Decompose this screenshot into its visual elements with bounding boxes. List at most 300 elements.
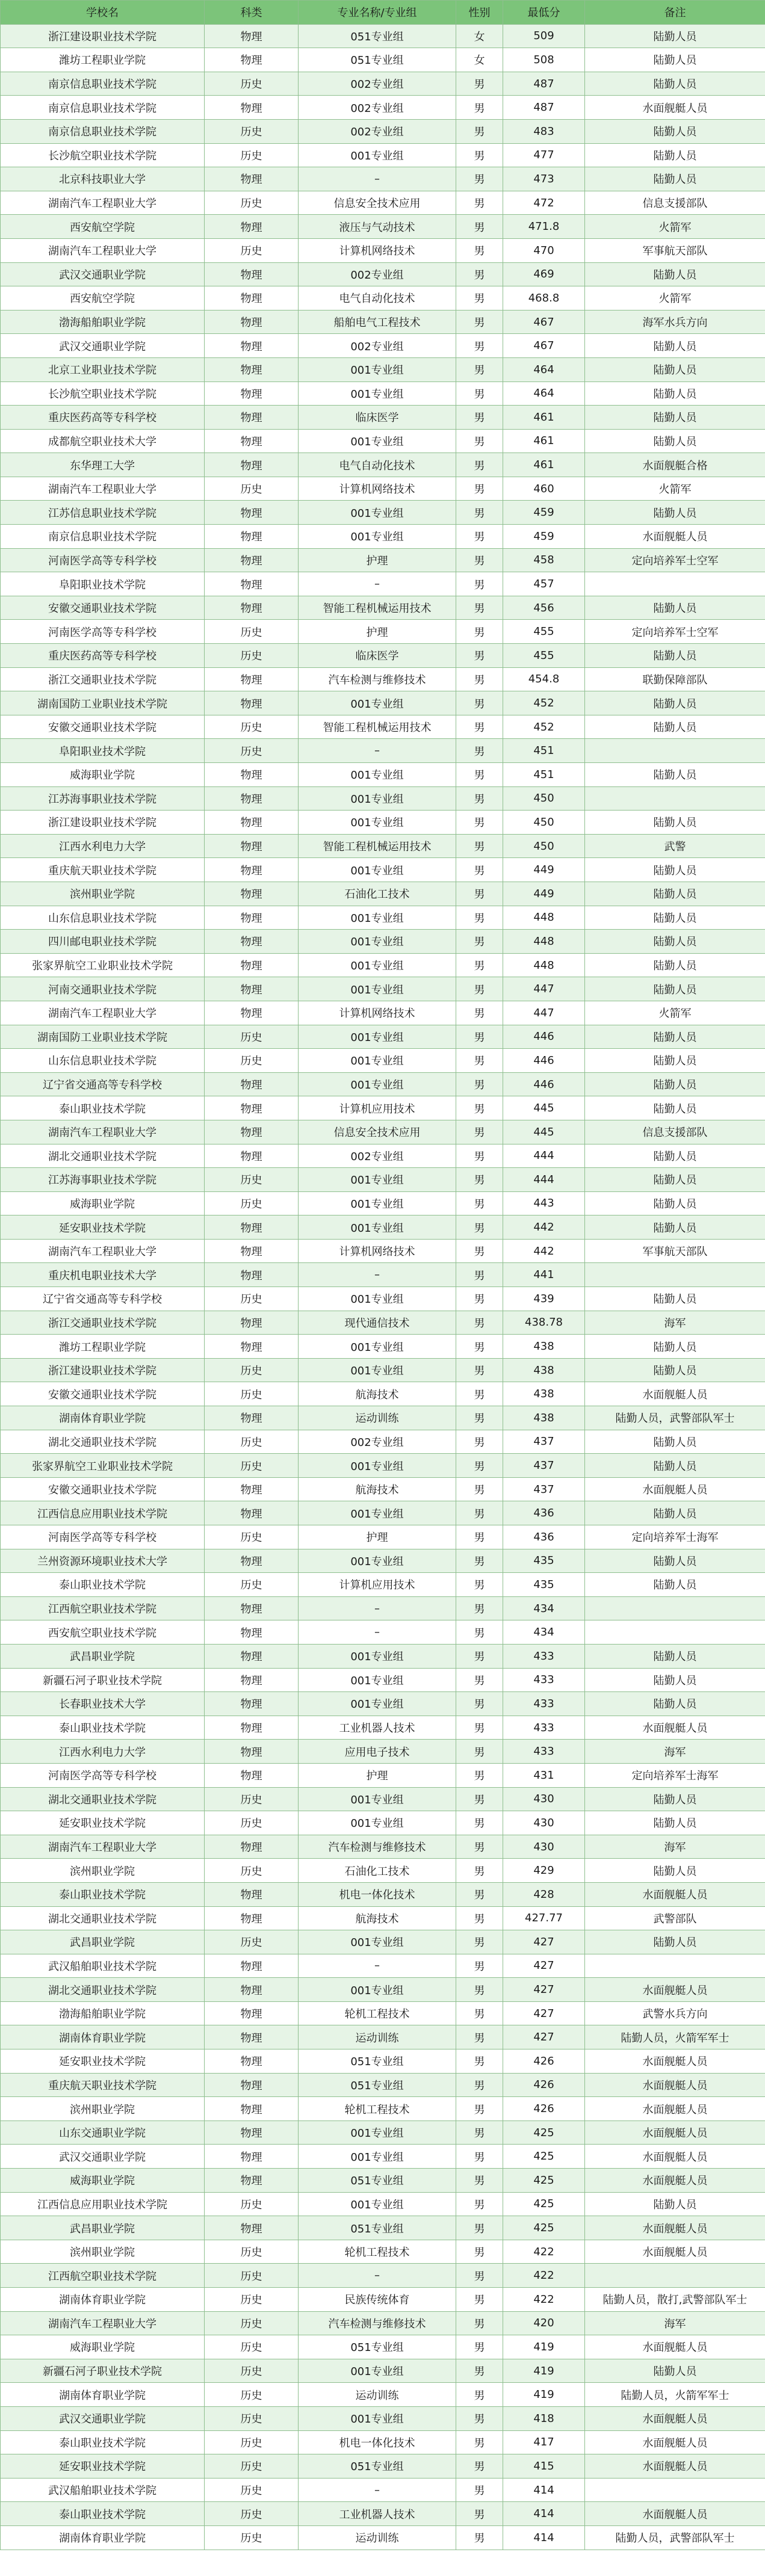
remark-cell: 陆勤人员 [585,1692,765,1716]
gender-cell: 男 [456,2406,503,2430]
gender-cell: 男 [456,811,503,835]
min-score-cell: 427.77 [503,1906,585,1930]
table-row [1,2240,765,2264]
table-row [1,215,765,239]
school-cell: 新疆石河子职业技术学院 [1,1668,205,1692]
school-cell: 潍坊工程职业学院 [1,1335,205,1359]
category-cell: 历史 [205,1930,299,1954]
table-row [1,1859,765,1883]
school-cell: 湖南体育职业学院 [1,2288,205,2312]
min-score-cell: 449 [503,882,585,906]
min-score-cell: 438 [503,1335,585,1359]
gender-cell: 男 [456,620,503,644]
major-cell: 001专业组 [299,1978,456,2002]
min-score-cell: 425 [503,2120,585,2145]
min-score-cell: 434 [503,1620,585,1645]
remark-cell: 陆勤人员 [585,1930,765,1954]
table-row [1,596,765,620]
gender-cell: 男 [456,2288,503,2312]
major-cell: 机电一体化技术 [299,1882,456,1906]
table-row [1,1549,765,1573]
remark-cell: 定向培养军士海军 [585,1763,765,1787]
gender-cell: 男 [456,834,503,858]
major-cell: 石油化工技术 [299,882,456,906]
min-score-cell: 437 [503,1454,585,1478]
remark-cell: 定向培养军士海军 [585,1525,765,1549]
school-cell: 湖南汽车工程职业大学 [1,1001,205,1025]
major-cell: 001专业组 [299,977,456,1001]
category-cell: 物理 [205,1692,299,1716]
table-row [1,2383,765,2407]
school-cell: 南京信息职业技术学院 [1,72,205,96]
school-cell: 长沙航空职业技术学院 [1,381,205,406]
gender-cell: 男 [456,2359,503,2383]
category-cell: 物理 [205,1096,299,1120]
min-score-cell: 433 [503,1668,585,1692]
school-cell: 泰山职业技术学院 [1,2502,205,2526]
remark-cell: 陆勤人员 [585,1072,765,1096]
gender-cell: 男 [456,691,503,715]
gender-cell: 男 [456,1287,503,1311]
gender-cell: 男 [456,96,503,120]
category-cell: 物理 [205,334,299,358]
min-score-cell: 445 [503,1096,585,1120]
school-cell: 湖南汽车工程职业大学 [1,1835,205,1859]
remark-cell: 火箭军 [585,286,765,310]
category-cell: 历史 [205,1430,299,1454]
min-score-cell: 425 [503,2145,585,2169]
min-score-cell: 473 [503,167,585,191]
major-cell: 汽车检测与维修技术 [299,1835,456,1859]
school-cell: 滨州职业学院 [1,2240,205,2264]
school-cell: 滨州职业学院 [1,882,205,906]
min-score-cell: 451 [503,739,585,763]
school-cell: 南京信息职业技术学院 [1,119,205,143]
major-cell: 001专业组 [299,930,456,954]
category-cell: 历史 [205,715,299,739]
table-row [1,667,765,691]
min-score-cell: 438.78 [503,1311,585,1335]
min-score-cell: 470 [503,238,585,262]
min-score-cell: 461 [503,406,585,430]
remark-cell: 陆勤人员 [585,501,765,525]
gender-cell: 男 [456,2311,503,2335]
major-cell: 001专业组 [299,1811,456,1835]
school-cell: 延安职业技术学院 [1,1811,205,1835]
min-score-cell: 437 [503,1430,585,1454]
school-cell: 河南医学高等专科学校 [1,548,205,572]
table-row [1,191,765,215]
category-cell: 历史 [205,2525,299,2550]
remark-cell: 陆勤人员 [585,715,765,739]
school-cell: 安徽交通职业技术学院 [1,596,205,620]
gender-cell: 男 [456,1311,503,1335]
remark-cell: 定向培养军士空军 [585,548,765,572]
remark-cell: 陆勤人员 [585,1430,765,1454]
category-cell: 历史 [205,1454,299,1478]
category-cell: 历史 [205,2288,299,2312]
table-row [1,882,765,906]
school-cell: 武昌职业学院 [1,1644,205,1668]
major-cell: 001专业组 [299,1930,456,1954]
min-score-cell: 450 [503,834,585,858]
table-row [1,1835,765,1859]
school-cell: 山东交通职业学院 [1,2120,205,2145]
remark-cell [585,1954,765,1978]
min-score-cell: 419 [503,2335,585,2359]
table-row [1,406,765,430]
school-cell: 重庆医药高等专科学校 [1,644,205,668]
major-cell: 002专业组 [299,334,456,358]
category-cell: 物理 [205,2097,299,2121]
table-row [1,811,765,835]
min-score-cell: 430 [503,1811,585,1835]
major-cell: 汽车检测与维修技术 [299,2311,456,2335]
major-cell: 智能工程机械运用技术 [299,834,456,858]
major-cell: 航海技术 [299,1477,456,1501]
category-cell: 历史 [205,2311,299,2335]
table-row [1,1978,765,2002]
gender-cell: 男 [456,238,503,262]
major-cell: 001专业组 [299,1335,456,1359]
gender-cell: 男 [456,1954,503,1978]
gender-cell: 男 [456,1525,503,1549]
remark-cell: 陆勤人员 [585,2359,765,2383]
table-row [1,1311,765,1335]
table-row [1,1644,765,1668]
min-score-cell: 452 [503,715,585,739]
min-score-cell: 437 [503,1477,585,1501]
major-cell: 现代通信技术 [299,1311,456,1335]
gender-cell: 男 [456,1001,503,1025]
gender-cell: 男 [456,286,503,310]
remark-cell: 陆勤人员，散打,武警部队军士 [585,2288,765,2312]
category-cell: 物理 [205,1906,299,1930]
remark-cell: 陆勤人员 [585,596,765,620]
school-cell: 山东信息职业技术学院 [1,1049,205,1073]
gender-cell: 男 [456,2145,503,2169]
category-cell: 物理 [205,381,299,406]
table-row [1,2430,765,2454]
school-cell: 河南医学高等专科学校 [1,620,205,644]
category-cell: 历史 [205,238,299,262]
major-cell: 船舶电气工程技术 [299,310,456,334]
gender-cell: 男 [456,262,503,286]
table-row [1,1120,765,1144]
remark-cell: 水面舰艇人员 [585,1978,765,2002]
remark-cell: 军事航天部队 [585,238,765,262]
min-score-cell: 418 [503,2406,585,2430]
min-score-cell: 426 [503,2097,585,2121]
table-row [1,2311,765,2335]
school-cell: 阜阳职业技术学院 [1,739,205,763]
min-score-cell: 419 [503,2383,585,2407]
major-cell: 护理 [299,620,456,644]
min-score-cell: 461 [503,429,585,453]
major-cell: – [299,1620,456,1645]
major-cell: 001专业组 [299,501,456,525]
remark-cell: 陆勤人员，武警部队军士 [585,1406,765,1430]
remark-cell: 水面舰艇人员 [585,1882,765,1906]
table-body [1,24,765,2550]
school-cell: 张家界航空工业职业技术学院 [1,1454,205,1478]
gender-cell: 男 [456,1049,503,1073]
gender-cell: 男 [456,1644,503,1668]
min-score-cell: 414 [503,2525,585,2550]
gender-cell: 男 [456,882,503,906]
category-cell: 物理 [205,1311,299,1335]
min-score-cell: 425 [503,2169,585,2193]
table-row [1,1930,765,1954]
remark-cell: 水面舰艇合格 [585,453,765,477]
school-cell: 江西航空职业技术学院 [1,1596,205,1620]
min-score-cell: 441 [503,1263,585,1287]
school-cell: 重庆航天职业技术学院 [1,858,205,882]
gender-cell: 女 [456,24,503,48]
gender-cell: 男 [456,1620,503,1645]
remark-cell: 陆勤人员，武警部队军士 [585,2525,765,2550]
category-cell: 历史 [205,2454,299,2479]
school-cell: 渤海船舶职业学院 [1,2001,205,2025]
gender-cell: 男 [456,2264,503,2288]
school-cell: 威海职业学院 [1,763,205,787]
major-cell: 计算机网络技术 [299,1239,456,1263]
major-cell: 轮机工程技术 [299,2097,456,2121]
category-cell: 物理 [205,811,299,835]
major-cell: – [299,1954,456,1978]
gender-cell: 男 [456,858,503,882]
remark-cell: 陆勤人员 [585,977,765,1001]
remark-cell: 陆勤人员 [585,811,765,835]
table-row [1,1763,765,1787]
school-cell: 湖南体育职业学院 [1,2525,205,2550]
major-cell: – [299,739,456,763]
table-row [1,477,765,501]
gender-cell: 男 [456,2192,503,2216]
min-score-cell: 433 [503,1644,585,1668]
major-cell: 002专业组 [299,1144,456,1168]
category-cell: 物理 [205,1549,299,1573]
remark-cell: 定向培养军士空军 [585,620,765,644]
gender-cell: 男 [456,1215,503,1240]
category-cell: 历史 [205,2264,299,2288]
category-cell: 物理 [205,1001,299,1025]
table-row [1,1191,765,1215]
remark-cell [585,786,765,811]
gender-cell: 男 [456,2383,503,2407]
remark-cell: 水面舰艇人员 [585,2240,765,2264]
category-cell: 物理 [205,1644,299,1668]
category-cell: 物理 [205,882,299,906]
category-cell: 历史 [205,2359,299,2383]
min-score-cell: 455 [503,644,585,668]
major-cell: 计算机应用技术 [299,1573,456,1597]
min-score-cell: 425 [503,2216,585,2240]
category-cell: 历史 [205,1859,299,1883]
category-cell: 物理 [205,906,299,930]
table-row [1,906,765,930]
school-cell: 威海职业学院 [1,2169,205,2193]
gender-cell: 男 [456,191,503,215]
major-cell: 001专业组 [299,811,456,835]
remark-cell: 陆勤人员 [585,119,765,143]
gender-cell: 男 [456,644,503,668]
major-cell: – [299,1263,456,1287]
remark-cell: 陆勤人员 [585,24,765,48]
table-row [1,1477,765,1501]
school-cell: 湖南汽车工程职业大学 [1,477,205,501]
min-score-cell: 433 [503,1692,585,1716]
school-cell: 四川邮电职业技术学院 [1,930,205,954]
gender-cell: 男 [456,2502,503,2526]
category-cell: 历史 [205,2240,299,2264]
major-cell: 石油化工技术 [299,1859,456,1883]
school-cell: 延安职业技术学院 [1,2049,205,2074]
table-row [1,1811,765,1835]
remark-cell: 陆勤人员 [585,1668,765,1692]
min-score-cell: 454.8 [503,667,585,691]
school-cell: 山东信息职业技术学院 [1,906,205,930]
category-cell: 历史 [205,2430,299,2454]
min-score-cell: 450 [503,811,585,835]
table-row [1,2264,765,2288]
header-gender: 性别 [456,1,503,25]
min-score-cell: 435 [503,1573,585,1597]
school-cell: 南京信息职业技术学院 [1,96,205,120]
min-score-cell: 434 [503,1596,585,1620]
table-row [1,1049,765,1073]
gender-cell: 男 [456,1120,503,1144]
gender-cell: 男 [456,1930,503,1954]
remark-cell: 水面舰艇人员 [585,2097,765,2121]
table-row [1,691,765,715]
min-score-cell: 483 [503,119,585,143]
major-cell: 051专业组 [299,2073,456,2097]
gender-cell: 男 [456,1335,503,1359]
category-cell: 物理 [205,24,299,48]
school-cell: 江苏信息职业技术学院 [1,501,205,525]
min-score-cell: 457 [503,572,585,596]
remark-cell: 陆勤人员 [585,1335,765,1359]
category-cell: 物理 [205,262,299,286]
table-row [1,167,765,191]
remark-cell: 水面舰艇人员 [585,2216,765,2240]
category-cell: 历史 [205,2406,299,2430]
school-cell: 湖南汽车工程职业大学 [1,238,205,262]
category-cell: 物理 [205,2216,299,2240]
major-cell: 计算机网络技术 [299,238,456,262]
remark-cell: 陆勤人员 [585,1358,765,1382]
table-row [1,1573,765,1597]
remark-cell: 联勤保障部队 [585,667,765,691]
header-major: 专业名称/专业组 [299,1,456,25]
major-cell: 001专业组 [299,786,456,811]
category-cell: 物理 [205,525,299,549]
min-score-cell: 438 [503,1382,585,1406]
remark-cell: 武警 [585,834,765,858]
major-cell: 001专业组 [299,1358,456,1382]
major-cell: 轮机工程技术 [299,2240,456,2264]
gender-cell: 男 [456,1740,503,1764]
min-score-cell: 461 [503,453,585,477]
table-row [1,548,765,572]
major-cell: 002专业组 [299,262,456,286]
gender-cell: 男 [456,2025,503,2049]
school-cell: 江西信息应用职业技术学院 [1,2192,205,2216]
category-cell: 物理 [205,453,299,477]
table-row [1,953,765,977]
remark-cell: 信息支援部队 [585,191,765,215]
gender-cell: 男 [456,1477,503,1501]
table-row [1,1740,765,1764]
major-cell: 航海技术 [299,1906,456,1930]
min-score-cell: 415 [503,2454,585,2479]
major-cell: 001专业组 [299,1287,456,1311]
remark-cell: 陆勤人员 [585,1501,765,1525]
school-cell: 泰山职业技术学院 [1,1882,205,1906]
remark-cell: 水面舰艇人员 [585,2073,765,2097]
category-cell: 物理 [205,2169,299,2193]
gender-cell: 男 [456,930,503,954]
category-cell: 物理 [205,215,299,239]
school-cell: 浙江建设职业技术学院 [1,811,205,835]
category-cell: 物理 [205,2073,299,2097]
table-row [1,1525,765,1549]
table-row [1,834,765,858]
category-cell: 历史 [205,143,299,167]
gender-cell: 男 [456,2216,503,2240]
remark-cell: 陆勤人员 [585,167,765,191]
major-cell: 电气自动化技术 [299,453,456,477]
category-cell: 物理 [205,2145,299,2169]
header-min-score: 最低分 [503,1,585,25]
gender-cell: 男 [456,1430,503,1454]
gender-cell: 男 [456,453,503,477]
remark-cell: 陆勤人员 [585,882,765,906]
major-cell: 信息安全技术应用 [299,191,456,215]
table-row [1,72,765,96]
major-cell: 001专业组 [299,953,456,977]
major-cell: 运动训练 [299,1406,456,1430]
school-cell: 湖北交通职业技术学院 [1,1787,205,1811]
category-cell: 物理 [205,1120,299,1144]
min-score-cell: 509 [503,24,585,48]
gender-cell: 男 [456,572,503,596]
category-cell: 历史 [205,191,299,215]
min-score-cell: 448 [503,906,585,930]
table-row [1,357,765,381]
gender-cell: 男 [456,119,503,143]
category-cell: 历史 [205,1573,299,1597]
remark-cell: 水面舰艇人员 [585,2502,765,2526]
table-row [1,620,765,644]
min-score-cell: 442 [503,1239,585,1263]
remark-cell: 陆勤人员 [585,858,765,882]
school-cell: 潍坊工程职业学院 [1,48,205,72]
category-cell: 历史 [205,2502,299,2526]
school-cell: 武汉交通职业学院 [1,2145,205,2169]
school-cell: 安徽交通职业技术学院 [1,1382,205,1406]
major-cell: 051专业组 [299,24,456,48]
gender-cell: 男 [456,310,503,334]
school-cell: 湖南体育职业学院 [1,2383,205,2407]
major-cell: 002专业组 [299,119,456,143]
school-cell: 江西水利电力大学 [1,834,205,858]
school-cell: 西安航空职业技术学院 [1,1620,205,1645]
table-row [1,1406,765,1430]
school-cell: 安徽交通职业技术学院 [1,715,205,739]
min-score-cell: 469 [503,262,585,286]
